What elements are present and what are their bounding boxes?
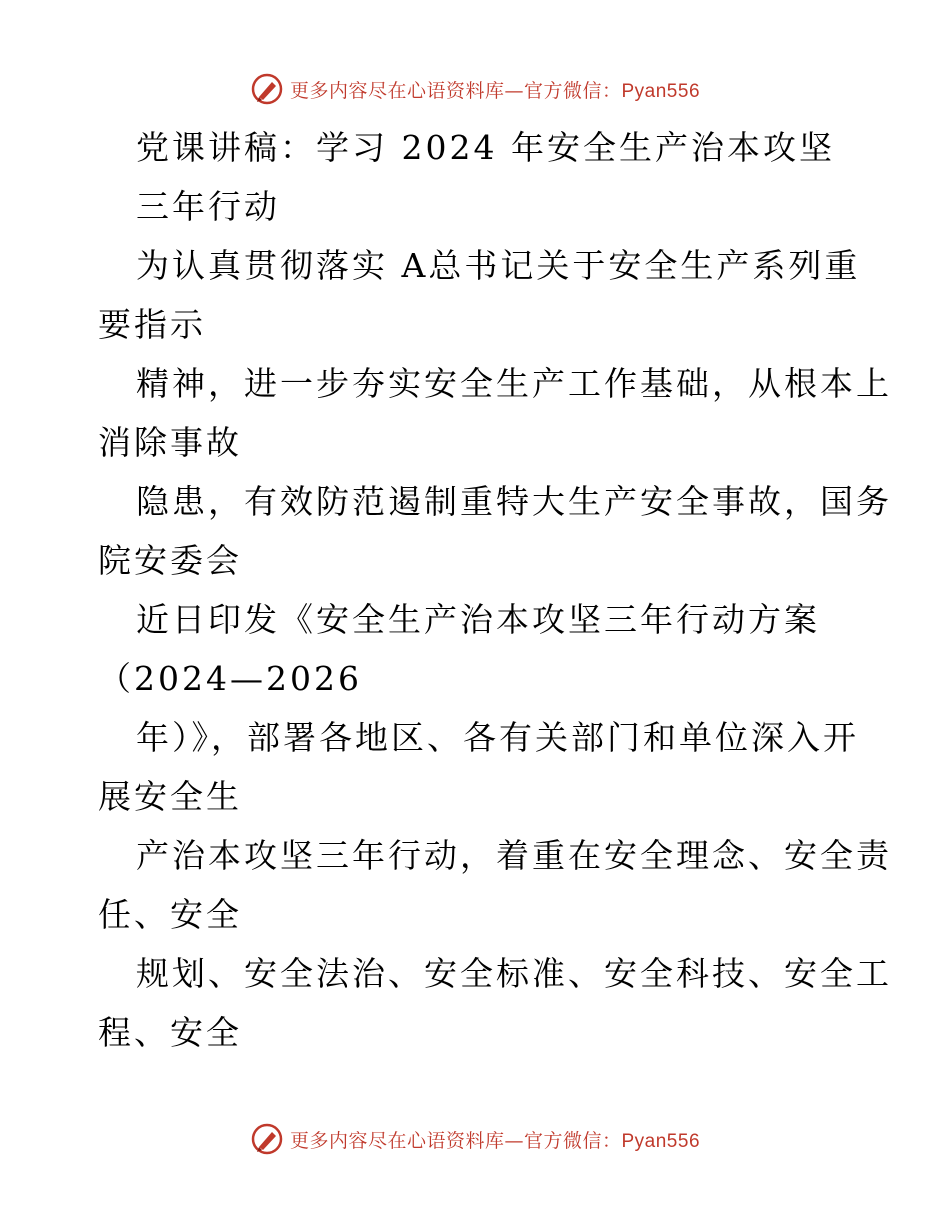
- text-line: 三年行动: [136, 187, 280, 226]
- text-line: 规划、安全法治、安全标准、安全科技、安全工: [136, 954, 892, 993]
- text-line: 展安全生: [98, 777, 242, 816]
- text-line: 消除事故: [98, 423, 242, 462]
- text-line: 程、安全: [98, 1013, 242, 1052]
- document-body: [98, 118, 892, 1062]
- header-wechat-id: Pyan556: [621, 80, 701, 102]
- text-line: 精神，进一步夯实安全生产工作基础，从根本上: [136, 364, 892, 403]
- footer-banner: [0, 1122, 950, 1156]
- text-line: 产治本攻坚三年行动，着重在安全理念、安全责: [136, 836, 892, 875]
- text-line: 院安委会: [98, 541, 242, 580]
- pen-logo-icon: [250, 1122, 284, 1156]
- text-line: 要指示: [98, 305, 206, 344]
- text-line: 近日印发《安全生产治本攻坚三年行动方案: [136, 600, 820, 639]
- text-line: 为认真贯彻落实 A总书记关于安全生产系列重: [136, 246, 861, 285]
- footer-wechat-id: Pyan556: [621, 1130, 701, 1152]
- header-banner: [0, 72, 950, 106]
- text-line: 隐患，有效防范遏制重特大生产安全事故，国务: [136, 482, 892, 521]
- text-line: （2024—2026: [98, 659, 362, 698]
- header-banner-text: 更多内容尽在心语资料库—官方微信：Pyan556: [289, 79, 701, 102]
- footer-banner-text: 更多内容尽在心语资料库—官方微信：Pyan556: [289, 1129, 701, 1152]
- pen-logo-icon: [250, 72, 284, 106]
- text-line: 年）》，部署各地区、各有关部门和单位深入开: [136, 718, 859, 757]
- text-line: 党课讲稿：学习 2024 年安全生产治本攻坚: [136, 128, 835, 167]
- text-line: 任、安全: [98, 895, 242, 934]
